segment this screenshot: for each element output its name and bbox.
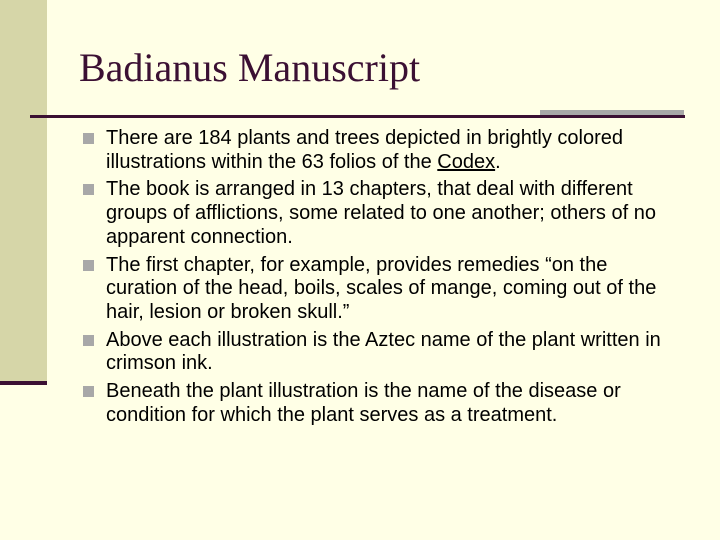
bullet-suffix: . xyxy=(495,150,501,173)
bullet-text: Above each illustration is the Aztec name of the plant written in crimson ink. xyxy=(106,328,661,375)
slide-title: Badianus Manuscript xyxy=(79,45,421,90)
title-rule xyxy=(30,115,685,118)
bullet-item xyxy=(83,329,683,376)
left-decorative-band xyxy=(0,0,47,384)
square-bullet-icon xyxy=(83,260,94,271)
bullet-text: The book is arranged in 13 chapters, that deal with different groups of afflictions, some related to one another; others of no apparent connection. xyxy=(106,178,656,248)
square-bullet-icon xyxy=(83,133,94,144)
codex-link[interactable]: Codex xyxy=(437,150,496,173)
square-bullet-icon xyxy=(83,335,94,346)
bullet-item xyxy=(83,127,683,174)
bullet-text: The first chapter, for example, provides remedies “on the curation of the head, boils, scales of mange, coming out of the hair, lesion or broken skull.” xyxy=(106,253,657,323)
square-bullet-icon xyxy=(83,184,94,195)
square-bullet-icon xyxy=(83,386,94,397)
left-band-rule xyxy=(0,381,47,385)
bullet-item xyxy=(83,380,683,427)
bullet-item xyxy=(83,254,683,325)
bullet-text: Beneath the plant illustration is the name of the disease or condition for which the plant serves as a treatment. xyxy=(106,380,621,426)
bullet-item xyxy=(83,178,683,249)
bullet-text: There are 184 plants and trees depicted in brightly colored illustrations within the 63 folios of the xyxy=(106,127,623,173)
bullet-list xyxy=(83,127,683,431)
